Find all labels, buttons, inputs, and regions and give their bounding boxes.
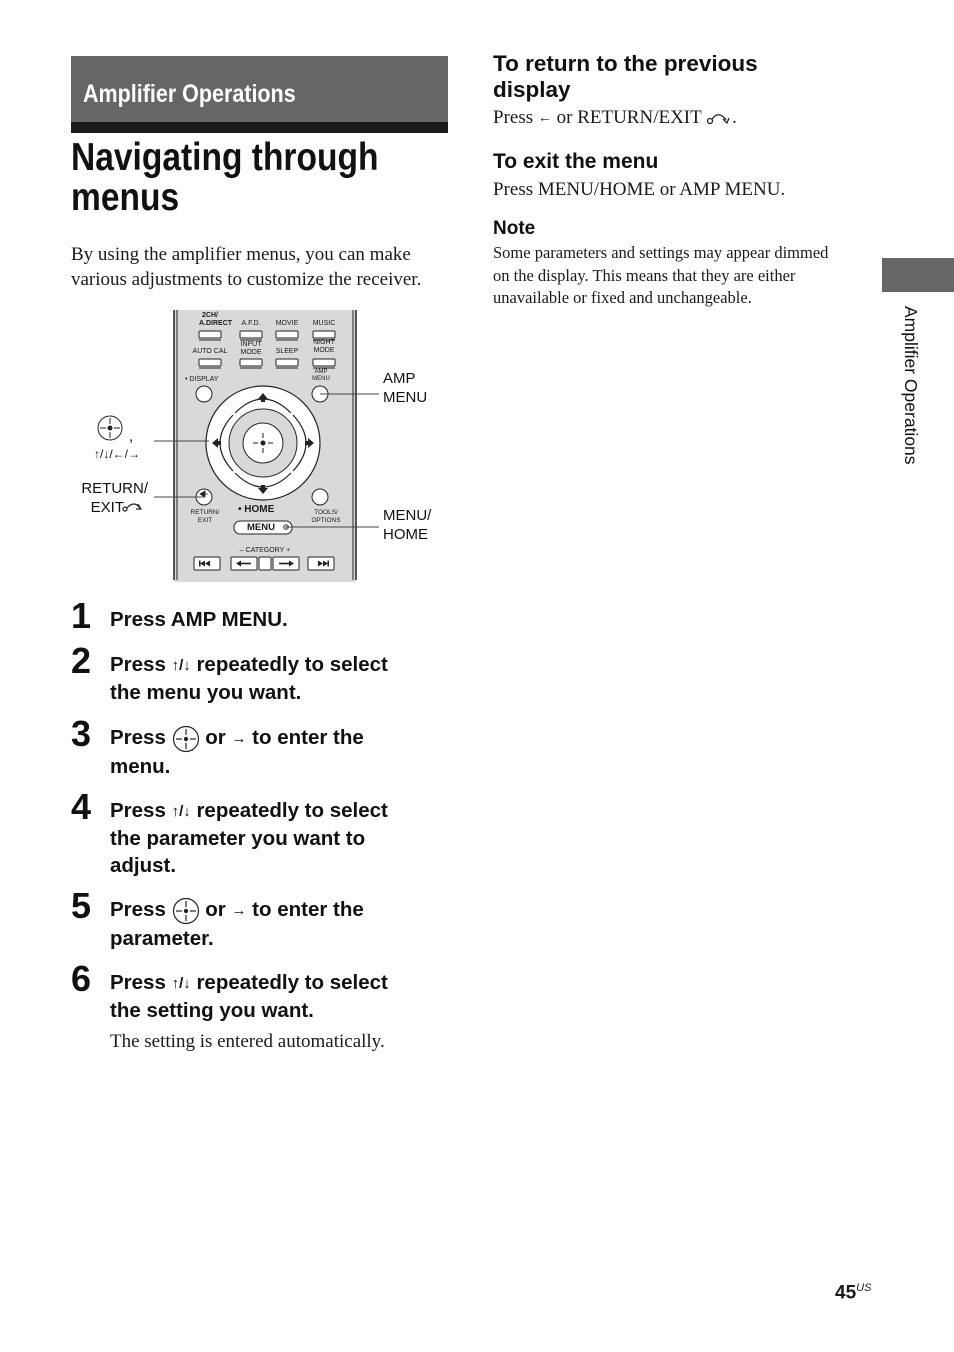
sleep-button [276,359,298,366]
music-label: MUSIC [312,320,336,327]
input-mode-label-line-2: MODE [240,349,262,356]
up-down-arrows-icon: ↑/↓ [171,803,191,820]
step-2-line-1 [110,651,455,679]
movie-button [276,331,298,338]
up-down-arrows-icon: ↑/↓ [171,657,191,674]
step-3-text [110,724,455,780]
step-1-number: 1 [71,595,92,636]
step-5-press: Press [110,898,166,921]
step-2-line-1-rest: repeatedly to select [196,653,388,676]
two-ch-label-line-1: 2CH/ [202,312,218,319]
input-mode-label [233,341,269,357]
home-label: • HOME [238,504,275,515]
two-ch-label [199,312,233,328]
return-heading [493,51,758,103]
step-5-text [110,896,455,952]
page-title-line-2: menus [71,176,180,219]
return-exit-callout-label [76,479,148,517]
tools-label-line-1: TOOLS/ [314,509,338,516]
return-text: Press ← or RETURN/EXIT . [493,107,737,128]
exit-heading: To exit the menu [493,150,659,173]
night-mode-label [306,339,342,355]
remote-return-label [185,509,225,524]
step-5-number: 5 [71,885,92,926]
return-exit-callout-line-1: RETURN/ [81,480,148,497]
display-button [196,386,212,402]
page-number-region: US [856,1282,872,1294]
step-2-line-2: the menu you want. [110,681,302,704]
remote-control-diagram [70,305,470,585]
note-body [493,242,873,310]
step-4-number: 4 [71,786,92,827]
step-6-number: 6 [71,958,92,999]
afd-label: A.F.D. [241,320,261,327]
night-mode-button [313,359,335,366]
category-label: – CATEGORY + [239,547,291,554]
right-arrow-icon: → [231,730,247,747]
sleep-label: SLEEP [275,348,299,355]
tools-label [306,509,346,524]
two-ch-button [199,331,221,338]
afd-button [240,331,262,338]
step-4-text [110,797,455,879]
step-6-line-1 [110,969,455,997]
step-3-press: Press [110,726,166,749]
display-label-text: DISPLAY [189,376,219,383]
input-mode-button [240,359,262,366]
movie-label: MOVIE [275,320,299,327]
intro-line-1: By using the amplifier menus, you can make [71,244,411,265]
step-1-text [110,606,455,633]
night-mode-label-line-1: NIGHT [313,339,335,346]
menu-label: MENU [247,522,275,533]
menu-home-callout-line-1: MENU/ [383,507,432,524]
page-number [835,1282,871,1304]
step-4-line-3: adjust. [110,854,177,877]
tools-button [312,489,328,505]
remote-return-label-line-1: RETURN/ [190,509,220,516]
step-4-line-1 [110,797,455,825]
intro-paragraph [71,242,456,292]
note-line-2: on the display. This means that they are either [493,265,796,285]
step-5-line-1-rest: to enter the [252,898,364,921]
step-6-text [110,969,455,1024]
return-text-press: Press [493,107,534,128]
intro-line-2: various adjustments to customize the receiver. [71,269,422,290]
enter-callout-comma: , [129,428,134,445]
page-title [71,138,449,218]
exit-text: Press MENU/HOME or AMP MENU. [493,179,786,200]
return-exit-callout-line-2: EXIT [90,499,124,516]
step-6-press: Press [110,971,166,994]
note-line-3: unavailable or fixed and unchangeable. [493,288,752,307]
enter-icon [98,416,122,440]
enter-icon [172,897,200,925]
home-label-text: HOME [244,504,275,515]
step-5-line-2: parameter. [110,926,214,950]
step-3-line-1 [110,724,455,753]
left-arrow-icon: ← [537,111,552,126]
remote-return-label-line-2: EXIT [197,516,213,524]
step-2-press: Press [110,653,166,676]
step-6-note: The setting is entered automatically. [110,1031,385,1052]
remote-amp-menu-label-line-1: AMP [314,369,328,375]
amp-menu-callout-line-1: AMP [383,370,416,387]
enter-icon [172,725,200,753]
night-mode-label-line-2: MODE [313,347,335,354]
step-2-number: 2 [71,640,92,681]
category-center-button [259,557,271,570]
menu-home-callout-line-2: HOME [383,526,428,543]
section-banner [71,56,448,134]
tools-label-line-2: OPTIONS [311,516,341,524]
step-4-press: Press [110,799,166,822]
music-button [313,331,335,338]
step-3-or: or [205,726,226,749]
step-2-text [110,651,455,706]
input-mode-label-line-1: INPUT [240,341,262,348]
step-6-line-1-rest: repeatedly to select [196,971,388,994]
step-4-line-1-rest: repeatedly to select [196,799,388,822]
section-title: Amplifier Operations [83,80,296,108]
section-banner-rule [71,122,448,133]
return-heading-line-2: display [493,77,571,102]
auto-cal-label: AUTO CAL [192,348,228,355]
amp-menu-callout-line-2: MENU [383,389,428,406]
two-ch-label-line-2: A.DIRECT [199,320,233,327]
page-title-line-1: Navigating through [71,136,379,179]
arrows-callout-label: ↑/↓/←/→ [94,447,141,461]
page-number-value: 45 [835,1282,857,1304]
return-text-rest: or RETURN/EXIT [556,107,702,128]
step-5-line-1 [110,896,455,925]
side-tab [882,258,954,292]
step-6-line-2: the setting you want. [110,999,314,1022]
remote-amp-menu-label [308,369,334,383]
step-1-line-1: Press AMP MENU. [110,608,288,631]
display-label: • DISPLAY [185,376,219,383]
step-5-or: or [205,898,226,921]
right-arrow-icon: → [231,902,247,919]
step-3-number: 3 [71,713,92,754]
menu-home-callout-label [383,506,431,544]
step-3-line-2: menu. [110,754,171,778]
remote-amp-menu-label-line-2: MENU [312,376,330,382]
note-line-1: Some parameters and settings may appear dimmed [493,243,829,262]
side-tab-label: Amplifier Operations [901,306,921,465]
auto-cal-button [199,359,221,366]
step-4-line-2: the parameter you want to [110,827,366,850]
up-down-arrows-icon: ↑/↓ [171,975,191,992]
note-heading: Note [493,218,536,239]
return-icon [706,111,732,127]
return-heading-line-1: To return to the previous [493,51,758,76]
amp-menu-callout-label [383,369,427,407]
step-3-line-1-rest: to enter the [252,726,364,749]
